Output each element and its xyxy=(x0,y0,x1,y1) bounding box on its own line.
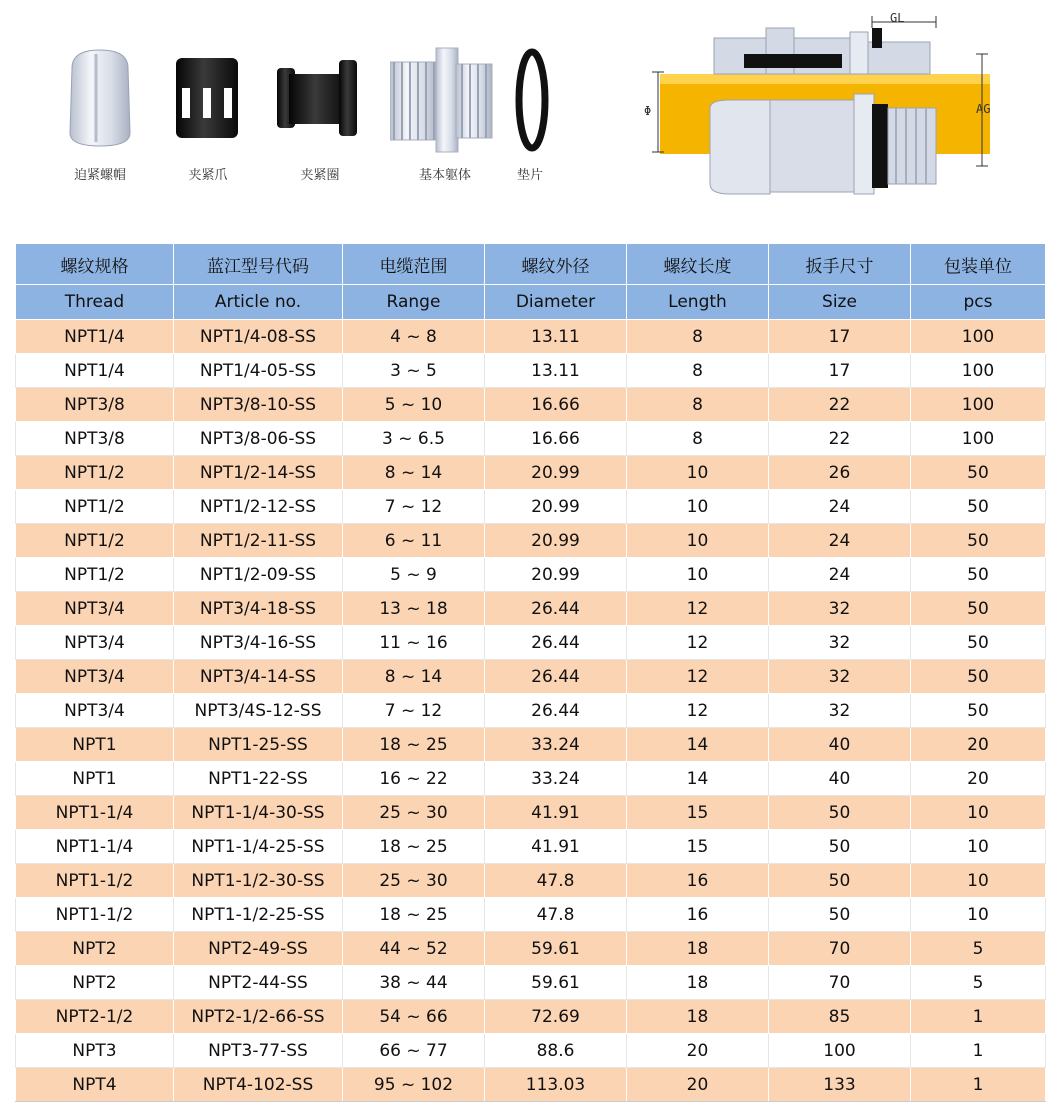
table-cell: 5 xyxy=(911,932,1046,966)
table-cell: NPT1/4 xyxy=(16,320,174,354)
table-cell: 10 xyxy=(627,524,769,558)
table-cell: 18 xyxy=(627,932,769,966)
table-cell: 50 xyxy=(911,558,1046,592)
table-cell: 1 xyxy=(911,1034,1046,1068)
table-cell: 8 ~ 14 xyxy=(343,456,485,490)
table-cell: 25 ~ 30 xyxy=(343,796,485,830)
table-cell: 10 xyxy=(911,796,1046,830)
table-cell: 15 xyxy=(627,796,769,830)
table-cell: NPT1/2-11-SS xyxy=(174,524,343,558)
table-cell: 3 ~ 6.5 xyxy=(343,422,485,456)
table-cell: 40 xyxy=(769,728,911,762)
table-cell: 8 xyxy=(627,354,769,388)
table-cell: 17 xyxy=(769,354,911,388)
header-en-cell: Thread xyxy=(16,285,174,320)
table-cell: 10 xyxy=(627,558,769,592)
table-cell: 47.8 xyxy=(485,898,627,932)
table-cell: NPT1-22-SS xyxy=(174,762,343,796)
table-cell: NPT1/4-05-SS xyxy=(174,354,343,388)
table-cell: 16 xyxy=(627,898,769,932)
table-cell: 1 xyxy=(911,1000,1046,1034)
table-row xyxy=(16,1068,1046,1102)
table-cell: NPT1-1/4 xyxy=(16,796,174,830)
table-cell: 5 ~ 9 xyxy=(343,558,485,592)
spec-table-body xyxy=(16,320,1046,1102)
table-cell: 16 xyxy=(627,864,769,898)
table-cell: 100 xyxy=(911,354,1046,388)
header-en-cell: Article no. xyxy=(174,285,343,320)
table-row xyxy=(16,694,1046,728)
table-cell: 70 xyxy=(769,966,911,1000)
table-cell: 50 xyxy=(769,898,911,932)
table-cell: NPT1/4 xyxy=(16,354,174,388)
table-cell: 133 xyxy=(769,1068,911,1102)
table-cell: 33.24 xyxy=(485,762,627,796)
table-row xyxy=(16,456,1046,490)
table-cell: NPT1/2 xyxy=(16,524,174,558)
table-cell: 16.66 xyxy=(485,388,627,422)
table-cell: 50 xyxy=(911,490,1046,524)
table-cell: 50 xyxy=(911,694,1046,728)
table-cell: NPT2-49-SS xyxy=(174,932,343,966)
table-cell: 22 xyxy=(769,422,911,456)
table-cell: 70 xyxy=(769,932,911,966)
table-cell: NPT1-1/4-25-SS xyxy=(174,830,343,864)
table-cell: 25 ~ 30 xyxy=(343,864,485,898)
table-cell: 20.99 xyxy=(485,456,627,490)
gasket-icon xyxy=(500,38,580,158)
table-cell: 24 xyxy=(769,524,911,558)
table-cell: 18 xyxy=(627,1000,769,1034)
table-cell: 10 xyxy=(911,830,1046,864)
table-cell: 50 xyxy=(769,864,911,898)
table-cell: NPT1-25-SS xyxy=(174,728,343,762)
gl-label: GL xyxy=(890,11,905,25)
table-cell: NPT1-1/2-25-SS xyxy=(174,898,343,932)
table-row xyxy=(16,320,1046,354)
table-cell: 12 xyxy=(627,694,769,728)
table-cell: 14 xyxy=(627,762,769,796)
header-en-cell: Size xyxy=(769,285,911,320)
table-cell: NPT3/4-14-SS xyxy=(174,660,343,694)
header-en-cell: Length xyxy=(627,285,769,320)
header-row-en xyxy=(16,285,1046,320)
table-cell: 100 xyxy=(911,388,1046,422)
table-row xyxy=(16,932,1046,966)
table-cell: 41.91 xyxy=(485,830,627,864)
table-cell: 88.6 xyxy=(485,1034,627,1068)
table-cell: 12 xyxy=(627,660,769,694)
table-cell: NPT4 xyxy=(16,1068,174,1102)
parts-illustration xyxy=(50,38,570,188)
cutaway-drawing xyxy=(640,8,1020,198)
table-cell: NPT3 xyxy=(16,1034,174,1068)
table-cell: 1 xyxy=(911,1068,1046,1102)
clamp-claw-icon xyxy=(168,38,268,158)
table-cell: NPT1/2-12-SS xyxy=(174,490,343,524)
table-cell: NPT1/2 xyxy=(16,490,174,524)
header-cn-cell: 电缆范围 xyxy=(343,244,485,285)
table-cell: 33.24 xyxy=(485,728,627,762)
table-cell: 32 xyxy=(769,660,911,694)
table-cell: NPT3/4 xyxy=(16,626,174,660)
table-cell: NPT3/4 xyxy=(16,694,174,728)
table-cell: 50 xyxy=(911,524,1046,558)
table-cell: NPT3/8-06-SS xyxy=(174,422,343,456)
table-cell: 7 ~ 12 xyxy=(343,490,485,524)
table-cell: 41.91 xyxy=(485,796,627,830)
table-cell: 50 xyxy=(911,626,1046,660)
table-row xyxy=(16,354,1046,388)
table-cell: 13.11 xyxy=(485,320,627,354)
spec-table xyxy=(15,243,1046,1102)
table-cell: 20.99 xyxy=(485,490,627,524)
table-cell: 14 xyxy=(627,728,769,762)
table-cell: 26.44 xyxy=(485,694,627,728)
table-cell: NPT3/4S-12-SS xyxy=(174,694,343,728)
table-cell: NPT1-1/4-30-SS xyxy=(174,796,343,830)
header-en-cell: Diameter xyxy=(485,285,627,320)
table-cell: 40 xyxy=(769,762,911,796)
table-cell: NPT1/2 xyxy=(16,558,174,592)
header-cn-cell: 螺纹规格 xyxy=(16,244,174,285)
table-cell: NPT1-1/2 xyxy=(16,898,174,932)
part-label-gland-body: 基本躯体 xyxy=(418,168,471,183)
table-cell: NPT2 xyxy=(16,966,174,1000)
table-row xyxy=(16,660,1046,694)
part-label-clamp-ring: 夹紧圈 xyxy=(300,168,340,183)
table-cell: 13 ~ 18 xyxy=(343,592,485,626)
table-cell: 100 xyxy=(769,1034,911,1068)
table-cell: NPT1 xyxy=(16,762,174,796)
table-cell: 32 xyxy=(769,626,911,660)
table-row xyxy=(16,388,1046,422)
table-cell: 50 xyxy=(911,456,1046,490)
table-cell: 26.44 xyxy=(485,592,627,626)
table-row xyxy=(16,966,1046,1000)
header-row-cn xyxy=(16,244,1046,285)
table-cell: 38 ~ 44 xyxy=(343,966,485,1000)
table-cell: NPT1/2 xyxy=(16,456,174,490)
table-cell: 26.44 xyxy=(485,660,627,694)
table-cell: NPT1/2-09-SS xyxy=(174,558,343,592)
table-cell: NPT2 xyxy=(16,932,174,966)
header-en-cell: pcs xyxy=(911,285,1046,320)
table-cell: 100 xyxy=(911,422,1046,456)
part-label-cap-nut: 迫紧螺帽 xyxy=(73,168,126,183)
header-cn-cell: 蓝江型号代码 xyxy=(174,244,343,285)
table-cell: 8 ~ 14 xyxy=(343,660,485,694)
table-cell: 47.8 xyxy=(485,864,627,898)
table-row xyxy=(16,626,1046,660)
table-row xyxy=(16,490,1046,524)
table-cell: 95 ~ 102 xyxy=(343,1068,485,1102)
table-cell: NPT1 xyxy=(16,728,174,762)
header-en-cell: Range xyxy=(343,285,485,320)
table-cell: 24 xyxy=(769,558,911,592)
table-cell: 6 ~ 11 xyxy=(343,524,485,558)
header-cn-cell: 螺纹外径 xyxy=(485,244,627,285)
table-cell: NPT3/8 xyxy=(16,422,174,456)
table-row xyxy=(16,762,1046,796)
table-cell: 72.69 xyxy=(485,1000,627,1034)
table-cell: 12 xyxy=(627,626,769,660)
table-cell: 20 xyxy=(911,728,1046,762)
table-cell: 85 xyxy=(769,1000,911,1034)
table-cell: 20 xyxy=(911,762,1046,796)
part-label-gasket: 垫片 xyxy=(516,168,543,183)
table-cell: 10 xyxy=(627,456,769,490)
table-cell: 18 ~ 25 xyxy=(343,898,485,932)
table-cell: 5 ~ 10 xyxy=(343,388,485,422)
table-cell: 4 ~ 8 xyxy=(343,320,485,354)
table-cell: 32 xyxy=(769,592,911,626)
table-cell: NPT1-1/2 xyxy=(16,864,174,898)
table-row xyxy=(16,1034,1046,1068)
table-cell: NPT1-1/2-30-SS xyxy=(174,864,343,898)
table-row xyxy=(16,728,1046,762)
table-cell: 44 ~ 52 xyxy=(343,932,485,966)
table-row xyxy=(16,524,1046,558)
table-cell: 20.99 xyxy=(485,558,627,592)
gland-cutaway-diagram xyxy=(640,8,1020,198)
table-cell: 5 xyxy=(911,966,1046,1000)
table-cell: 54 ~ 66 xyxy=(343,1000,485,1034)
table-cell: NPT3/8 xyxy=(16,388,174,422)
cap-nut-icon xyxy=(60,38,160,158)
table-cell: 59.61 xyxy=(485,932,627,966)
table-cell: 26.44 xyxy=(485,626,627,660)
table-cell: 113.03 xyxy=(485,1068,627,1102)
table-cell: NPT1/2-14-SS xyxy=(174,456,343,490)
table-cell: 16.66 xyxy=(485,422,627,456)
table-row xyxy=(16,592,1046,626)
table-cell: 50 xyxy=(769,796,911,830)
table-cell: 50 xyxy=(911,592,1046,626)
table-cell: 20 xyxy=(627,1068,769,1102)
table-cell: 10 xyxy=(911,864,1046,898)
header-cn-cell: 螺纹长度 xyxy=(627,244,769,285)
table-cell: 11 ~ 16 xyxy=(343,626,485,660)
table-cell: 8 xyxy=(627,422,769,456)
table-cell: NPT3/4-16-SS xyxy=(174,626,343,660)
table-cell: 12 xyxy=(627,592,769,626)
table-cell: 17 xyxy=(769,320,911,354)
table-cell: NPT2-1/2 xyxy=(16,1000,174,1034)
table-cell: 32 xyxy=(769,694,911,728)
table-cell: NPT2-44-SS xyxy=(174,966,343,1000)
ag-label: AG xyxy=(976,102,991,116)
table-cell: 100 xyxy=(911,320,1046,354)
table-cell: 26 xyxy=(769,456,911,490)
part-label-clamp-claw: 夹紧爪 xyxy=(188,168,228,183)
table-cell: 8 xyxy=(627,388,769,422)
table-cell: NPT3-77-SS xyxy=(174,1034,343,1068)
table-row xyxy=(16,796,1046,830)
table-cell: 13.11 xyxy=(485,354,627,388)
table-cell: 10 xyxy=(911,898,1046,932)
table-cell: 18 xyxy=(627,966,769,1000)
table-cell: 66 ~ 77 xyxy=(343,1034,485,1068)
table-cell: 50 xyxy=(769,830,911,864)
header-cn-cell: 包装单位 xyxy=(911,244,1046,285)
table-cell: 22 xyxy=(769,388,911,422)
table-cell: 10 xyxy=(627,490,769,524)
table-cell: 18 ~ 25 xyxy=(343,728,485,762)
table-cell: NPT1-1/4 xyxy=(16,830,174,864)
table-cell: 7 ~ 12 xyxy=(343,694,485,728)
header-cn-cell: 扳手尺寸 xyxy=(769,244,911,285)
table-cell: 20.99 xyxy=(485,524,627,558)
clamp-ring-icon xyxy=(275,38,375,158)
table-cell: NPT3/4 xyxy=(16,660,174,694)
table-cell: 50 xyxy=(911,660,1046,694)
table-cell: NPT3/4-18-SS xyxy=(174,592,343,626)
table-row xyxy=(16,422,1046,456)
table-cell: 18 ~ 25 xyxy=(343,830,485,864)
table-cell: 15 xyxy=(627,830,769,864)
table-cell: 24 xyxy=(769,490,911,524)
table-cell: 20 xyxy=(627,1034,769,1068)
table-cell: NPT3/8-10-SS xyxy=(174,388,343,422)
table-cell: 16 ~ 22 xyxy=(343,762,485,796)
phi-label: Φ xyxy=(644,104,652,118)
table-row xyxy=(16,558,1046,592)
table-row xyxy=(16,830,1046,864)
table-cell: 8 xyxy=(627,320,769,354)
table-row xyxy=(16,1000,1046,1034)
gland-body-icon xyxy=(390,38,500,158)
table-cell: NPT3/4 xyxy=(16,592,174,626)
table-cell: NPT4-102-SS xyxy=(174,1068,343,1102)
table-row xyxy=(16,864,1046,898)
table-cell: NPT2-1/2-66-SS xyxy=(174,1000,343,1034)
table-cell: NPT1/4-08-SS xyxy=(174,320,343,354)
table-cell: 59.61 xyxy=(485,966,627,1000)
table-cell: 3 ~ 5 xyxy=(343,354,485,388)
table-row xyxy=(16,898,1046,932)
